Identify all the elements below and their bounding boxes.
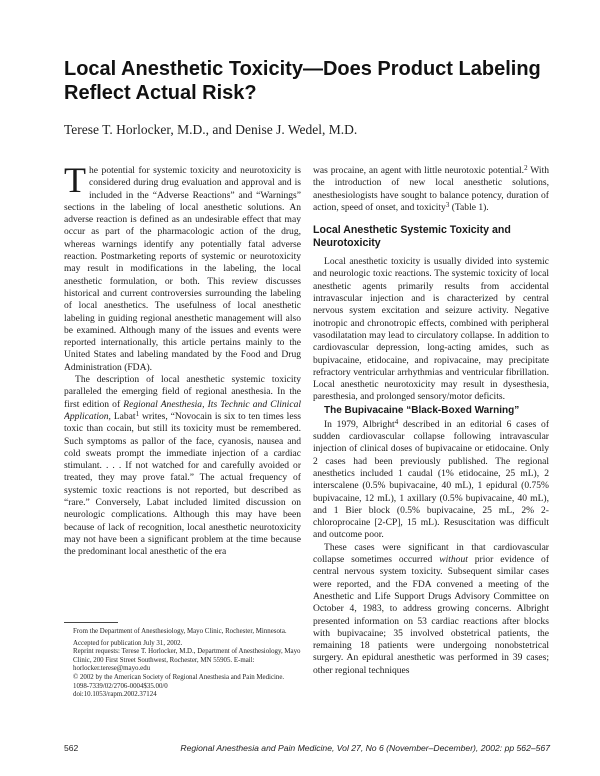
albright-paragraph (313, 419, 549, 542)
emphasis-without: without (439, 554, 468, 566)
reference-4: 4 (394, 417, 399, 426)
footnote-copyright: © 2002 by the American Society of Regional Anesthesia and Pain Medicine. (73, 673, 285, 681)
history-text-a: The description of local anesthetic systemic toxicity paralleled the emerging field of regional anesthesia. In the first edition of (64, 374, 301, 410)
footnote-doi: doi:10.1053/rapm.2002.37124 (73, 691, 157, 699)
intro-paragraph (64, 165, 301, 374)
section-heading-black-box: The Bupivacaine “Black-Boxed Warning” (324, 404, 520, 416)
fda-text-a: These cases were significant in that cardiovascular collapse sometimes occurred (313, 541, 549, 566)
continued-text-a: was procaine, an agent with little neurotoxic potential. (313, 165, 525, 176)
reference-1: 1 (135, 409, 140, 418)
footnote-rule (64, 622, 118, 623)
body-column-left (64, 165, 301, 615)
body-column-right (313, 165, 549, 733)
footnote-issn: 1098-7339/02/2706-0004$35.00/0 (73, 682, 168, 690)
continued-text-b: With the introduction of new local anesthetic solutions, anesthesiologists have sought to balance potency, duration of action, speed of onset, and toxicity (313, 165, 549, 213)
article-authors: Terese T. Horlocker, M.D., and Denise J. Wedel, M.D. (64, 122, 358, 137)
page-number: 562 (64, 743, 79, 753)
footnote-affiliation: From the Department of Anesthesiology, Mayo Clinic, Rochester, Minnesota. (73, 628, 287, 635)
history-text-c: writes, “Novocain is six to ten times less toxic than cocain, but still its toxicity must be remembered. Such symptoms as pallor of the face, cyanosis, nausea and cold sweats prompt the immediate injection of a cardiac stimulant. . . . If not watched for and carefully avoided or treated, they may prove fatal.” The actual frequency of systemic toxic reactions is not reported, but described as “rare.” Conversely, Labat included limited discussion on neurologic complications. Although this may have been because of lack of recognition, local anesthetic neurotoxicity may not have been a significant problem at the time because the predominant local anesthetic of the era (64, 410, 301, 558)
reference-3: 3 (445, 200, 450, 209)
intro-text: he potential for systemic toxicity and neurotoxicity is considered during drug evaluation and approval and is included in the “Adverse Reactions” and “Warnings” sections in the labeling of local anesthetic solutions. An adverse reaction is defined as an undesirable effect that may occur as part of the pharmacologic action of the drug, whereas warnings identify any potentially fatal adverse reaction. Postmarketing reports of systemic or neurotoxicity may result in modifications in the labeling, the local anesthetic formulation, or both. This review discusses historical and current controversies surrounding the labeling of local anesthetics. The usefulness of local anesthetic labeling in guiding regional anesthetic management will also be examined. Although many of the issues and events were reported internationally, this article pertains mainly to the United States and labeling mandated by the Food and Drug Administration (FDA). (64, 165, 301, 373)
fda-text-b: prior evidence of central nervous system toxicity. Subsequent similar cases were reported, and the FDA convened a meeting of the Anesthetic and Life Support Drugs Advisory Committee on October 4, 1983, to address growing concerns. Albright presented information on 53 cardiac reactions after blocks with bupivacaine; 35 involved obstetrical patients, the remaining 18 patients were undergoing nonobstetrical surgery. An epidural anesthetic was performed in 39 cases; other regional techniques (313, 554, 549, 676)
toxicity-paragraph: Local anesthetic toxicity is usually divided into systemic and neurologic toxic reactions. The systemic toxicity of local anesthetic agents primarily results from accidental intravascular injection and is characterized by central nervous system excitation and seizure activity. Negative inotropic and chronotropic effects, combined with peripheral vasodilatation may lead to circulatory collapse. In addition to cardiovascular depression, long-acting amides, such as bupivacaine, etidocaine, and ropivacaine, may precipitate refractory ventricular arrhythmias and ventricular fibrillation. Local anesthetic neurotoxicity may result in dysesthesia, paresthesia, and prolonged sensory/motor deficits. (313, 256, 549, 403)
section-heading-toxicity: Local Anesthetic Systemic Toxicity and Neurotoxicity (313, 224, 511, 250)
albright-text-b: described in an editorial 6 cases of sudden cardiovascular collapse following intravascular injection of clinical doses of bupivacaine or etidocaine. Only 2 cases had been previously published. The regional anesthetics included 1 caudal (1% etidocaine, 25 mL), 2 interscalene (0.5% bupivacaine, 40 mL), 1 epidural (0.75% bupivacaine, 12 mL), 1 axillary (0.5% bupivacaine, 40 mL), and 1 Bier block (0.5% bupivacaine, 25 mL, 2% 2-chloroprocaine [2-CP], 15 mL). Resuscitation was difficult and outcome poor. (313, 418, 549, 541)
article-title: Local Anesthetic Toxicity—Does Product Labeling Reflect Actual Risk? (64, 58, 541, 104)
continued-paragraph (313, 165, 549, 214)
footnote-accepted: Accepted for publication July 31, 2002. (73, 639, 183, 647)
page-footer (64, 742, 550, 754)
drop-cap: T (64, 165, 86, 200)
book-title: Regional Anesthesia, Its Technic and Clinical Application (64, 398, 301, 422)
albright-text-a: In 1979, Albright (324, 418, 395, 430)
continued-text-c: (Table 1). (449, 201, 489, 213)
history-text-b: , Labat (108, 410, 136, 422)
journal-citation: Regional Anesthesia and Pain Medicine, Vol 27, No 6 (November–December), 2002: pp 562–567 (180, 743, 550, 753)
reference-2: 2 (524, 165, 528, 172)
footnote-reprints: Reprint requests: Terese T. Horlocker, M.D., Department of Anesthesiology, Mayo Clinic, 200 First Street Southwest, Rochester, MN 55905. E-mail: horlocker.terese@mayo.edu (73, 648, 301, 673)
footnotes (64, 628, 301, 700)
history-paragraph (64, 374, 301, 558)
fda-paragraph (313, 542, 549, 677)
